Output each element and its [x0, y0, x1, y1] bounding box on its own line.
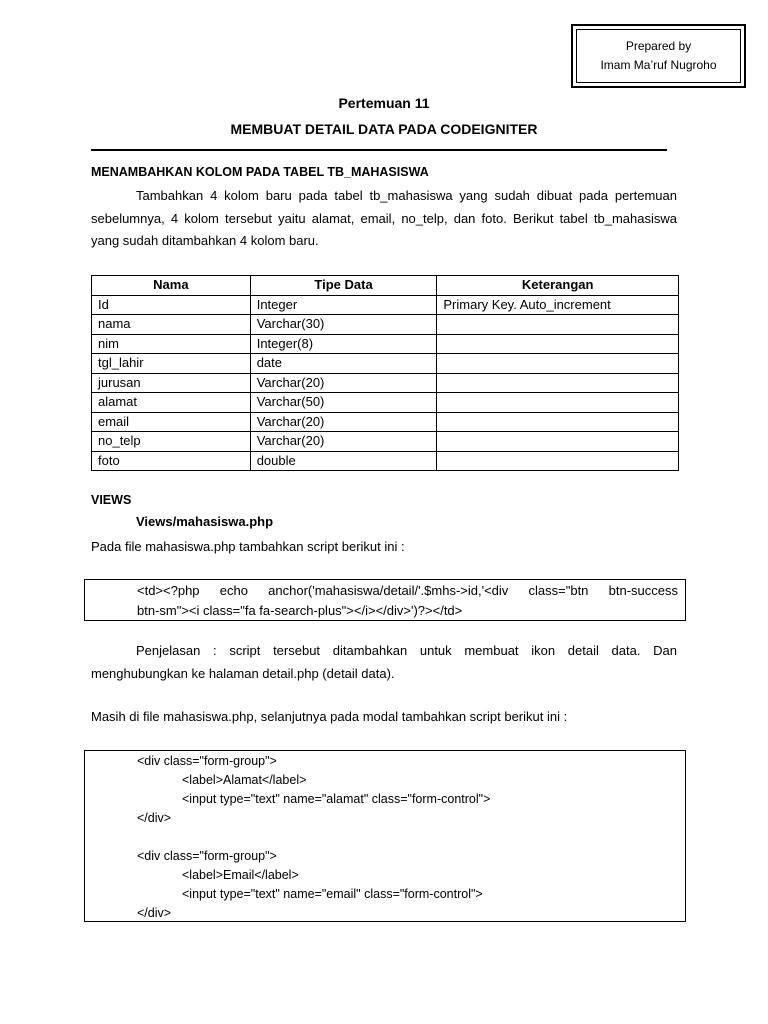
table-row: [92, 334, 679, 354]
code-line: <input type="text" name="email" class="form-control">: [182, 887, 483, 901]
table-header-row: [92, 276, 679, 296]
table-row: [92, 315, 679, 335]
code-line: <label>Email</label>: [182, 868, 299, 882]
table-cell: Primary Key. Auto_increment: [437, 295, 679, 315]
table-cell: [437, 373, 679, 393]
table-cell: Varchar(50): [250, 393, 437, 413]
table-cell: Varchar(20): [250, 432, 437, 452]
prepared-by-inner: [576, 29, 741, 83]
columns-table: [91, 275, 679, 471]
table-cell: date: [250, 354, 437, 374]
table-row: [92, 412, 679, 432]
table-row: [92, 451, 679, 471]
section-title-add-columns: MENAMBAHKAN KOLOM PADA TABEL TB_MAHASISWA: [91, 165, 429, 179]
table-row: [92, 295, 679, 315]
table-row: [92, 432, 679, 452]
table-cell: [437, 432, 679, 452]
table-cell: Varchar(20): [250, 373, 437, 393]
views-section-title: VIEWS: [91, 493, 132, 507]
table-cell: Varchar(30): [250, 315, 437, 335]
table-cell: alamat: [92, 393, 251, 413]
code-line: [137, 828, 678, 847]
table-cell: Id: [92, 295, 251, 315]
table-cell: double: [250, 451, 437, 471]
table-header-cell: Tipe Data: [250, 276, 437, 296]
table-row: [92, 373, 679, 393]
page-title: Pertemuan 11: [338, 95, 430, 111]
table-cell: [437, 412, 679, 432]
code-line: <div class="form-group">: [137, 754, 277, 768]
table-cell: no_telp: [92, 432, 251, 452]
code-line: btn-sm"><i class="fa fa-search-plus"></i></div>')?></td>: [137, 603, 463, 618]
explanation-paragraph: Penjelasan : script tersebut ditambahkan untuk membuat ikon detail data. Dan menghubungkan ke halaman detail.php (detail data).: [91, 643, 677, 681]
table-cell: tgl_lahir: [92, 354, 251, 374]
table-cell: [437, 451, 679, 471]
table-cell: [437, 354, 679, 374]
table-header-cell: Keterangan: [437, 276, 679, 296]
code-line: <div class="form-group">: [137, 849, 277, 863]
table-cell: nama: [92, 315, 251, 335]
views-file-subtitle: Views/mahasiswa.php: [136, 514, 274, 529]
prepared-by-label: Prepared by: [625, 39, 692, 53]
table-cell: jurusan: [92, 373, 251, 393]
table-header-cell: Nama: [92, 276, 251, 296]
table-cell: nim: [92, 334, 251, 354]
table-cell: [437, 334, 679, 354]
code-snippet-anchor: [84, 579, 686, 621]
table-cell: email: [92, 412, 251, 432]
section-intro-paragraph: Tambahkan 4 kolom baru pada tabel tb_mahasiswa yang sudah dibuat pada pertemuan sebelumnya, 4 kolom tersebut yaitu alamat, email, no_telp, dan foto. Berikut tabel tb_mahasiswa yang sudah ditambahkan 4 kolom baru.: [91, 188, 677, 248]
code-snippet-modal: [84, 750, 686, 922]
table-cell: Varchar(20): [250, 412, 437, 432]
code-line: <label>Alamat</label>: [182, 773, 307, 787]
page-subtitle: MEMBUAT DETAIL DATA PADA CODEIGNITER: [230, 121, 538, 137]
title-divider: [91, 149, 667, 151]
code-line: <td><?php echo anchor('mahasiswa/detail/'.$mhs->id,'<div class="btn btn-success: [137, 583, 678, 598]
prepared-by-box: [571, 24, 746, 88]
views-intro-text: Pada file mahasiswa.php tambahkan script berikut ini :: [91, 539, 405, 554]
author-name: Imam Ma’ruf Nugroho: [600, 58, 717, 72]
table-row: [92, 393, 679, 413]
table-cell: Integer: [250, 295, 437, 315]
code-line: </div>: [137, 811, 172, 825]
modal-intro-text: Masih di file mahasiswa.php, selanjutnya pada modal tambahkan script berikut ini :: [91, 709, 568, 724]
table-cell: [437, 315, 679, 335]
code-line: </div>: [137, 906, 172, 920]
table-cell: [437, 393, 679, 413]
table-cell: Integer(8): [250, 334, 437, 354]
table-cell: foto: [92, 451, 251, 471]
code-line: <input type="text" name="alamat" class="form-control">: [182, 792, 491, 806]
table-row: [92, 354, 679, 374]
